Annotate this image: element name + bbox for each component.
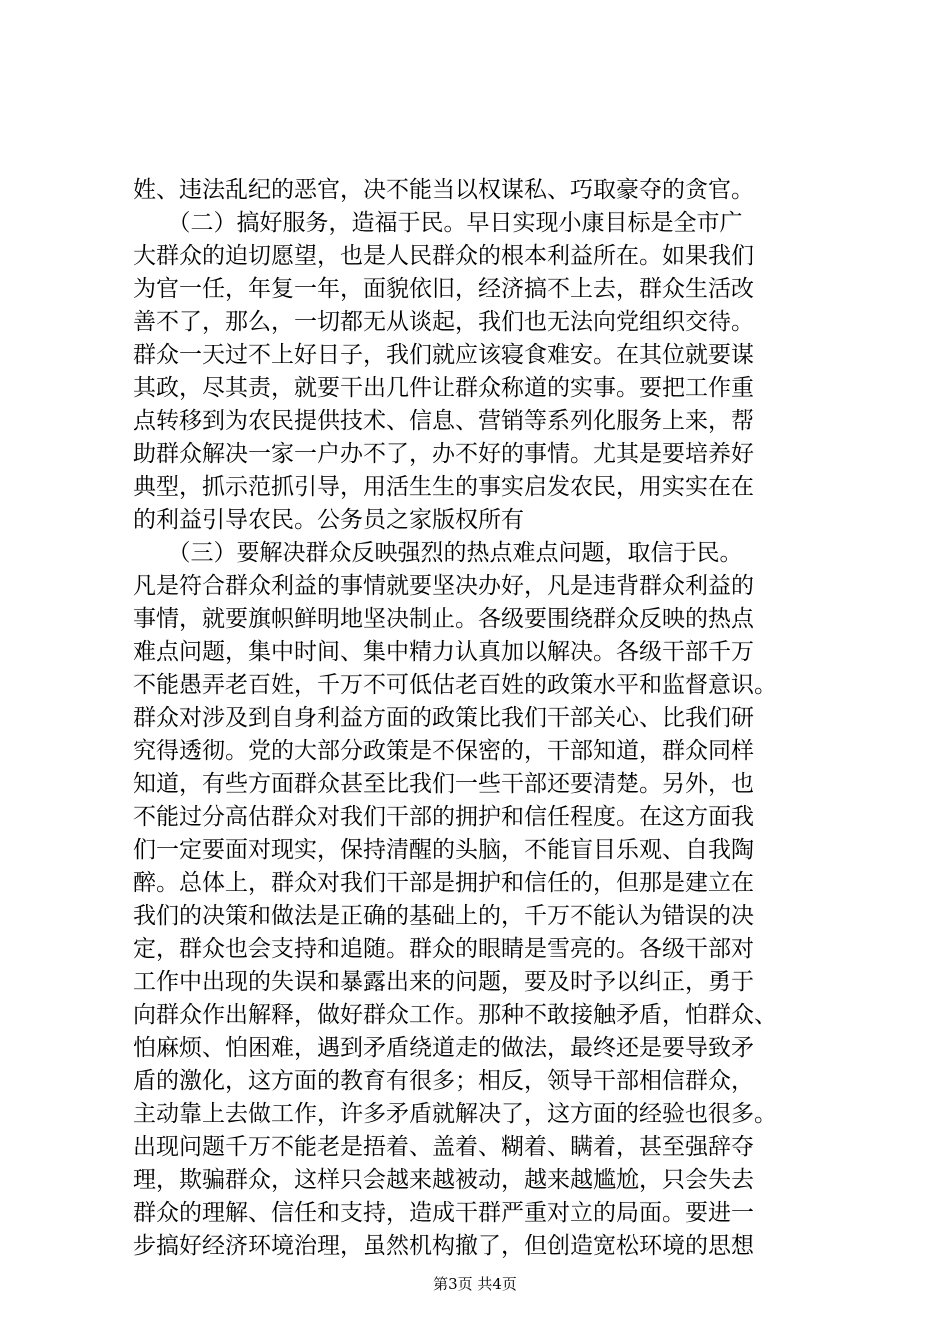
text-line: 群众对涉及到自身利益方面的政策比我们干部关心、比我们研 xyxy=(133,705,754,731)
text-line: 大群众的迫切愿望，也是人民群众的根本利益所在。如果我们 xyxy=(133,243,754,269)
text-line: 典型，抓示范抓引导，用活生生的事实启发农民，用实实在在 xyxy=(133,474,754,500)
page-footer: 第3页 共4页 xyxy=(433,1275,517,1293)
text-line: 善不了，那么，一切都无从谈起，我们也无法向党组织交待。 xyxy=(133,309,754,335)
text-line: 向群众作出解释，做好群众工作。那种不敢接触矛盾，怕群众、 xyxy=(133,1002,777,1028)
text-line: 不能过分高估群众对我们干部的拥护和信任程度。在这方面我 xyxy=(133,804,754,830)
text-line: 点转移到为农民提供技术、信息、营销等系列化服务上来，帮 xyxy=(133,408,754,434)
text-line: 的利益引导农民。公务员之家版权所有 xyxy=(133,507,524,533)
text-line: 群众一天过不上好日子，我们就应该寝食难安。在其位就要谋 xyxy=(133,342,754,368)
text-line: 们一定要面对现实，保持清醒的头脑，不能盲目乐观、自我陶 xyxy=(133,837,754,863)
text-line: 盾的激化，这方面的教育有很多；相反，领导干部相信群众， xyxy=(133,1068,754,1094)
text-line: 主动靠上去做工作，许多矛盾就解决了，这方面的经验也很多。 xyxy=(133,1101,777,1127)
text-line: 助群众解决一家一户办不了，办不好的事情。尤其是要培养好 xyxy=(133,441,754,467)
text-line: 工作中出现的失误和暴露出来的问题，要及时予以纠正，勇于 xyxy=(133,969,754,995)
text-line: 其政，尽其责，就要干出几件让群众称道的实事。要把工作重 xyxy=(133,375,754,401)
text-line: 我们的决策和做法是正确的基础上的，千万不能认为错误的决 xyxy=(133,903,754,929)
text-line: 不能愚弄老百姓，千万不可低估老百姓的政策水平和监督意识。 xyxy=(133,672,777,698)
text-line: 难点问题，集中时间、集中精力认真加以解决。各级干部千万 xyxy=(133,639,754,665)
document-body xyxy=(133,174,853,1263)
text-line: 知道，有些方面群众甚至比我们一些干部还要清楚。另外，也 xyxy=(133,771,754,797)
text-line: 究得透彻。党的大部分政策是不保密的，干部知道，群众同样 xyxy=(133,738,754,764)
text-line: 姓、违法乱纪的恶官，决不能当以权谋私、巧取豪夺的贪官。 xyxy=(133,177,754,203)
text-line: （三）要解决群众反映强烈的热点难点问题，取信于民。 xyxy=(133,540,743,566)
text-line: 出现问题千万不能老是捂着、盖着、糊着、瞒着，甚至强辞夺 xyxy=(133,1134,754,1160)
text-line: 怕麻烦、怕困难，遇到矛盾绕道走的做法，最终还是要导致矛 xyxy=(133,1035,754,1061)
text-line: 定，群众也会支持和追随。群众的眼睛是雪亮的。各级干部对 xyxy=(133,936,754,962)
text-line: 步搞好经济环境治理，虽然机构撤了，但创造宽松环境的思想 xyxy=(133,1233,754,1259)
text-line: 事情，就要旗帜鲜明地坚决制止。各级要围绕群众反映的热点 xyxy=(133,606,754,632)
text-line: 醉。总体上，群众对我们干部是拥护和信任的，但那是建立在 xyxy=(133,870,754,896)
text-line: 理，欺骗群众，这样只会越来越被动，越来越尴尬，只会失去 xyxy=(133,1167,754,1193)
text-line: （二）搞好服务，造福于民。早日实现小康目标是全市广 xyxy=(133,210,743,236)
text-line: 凡是符合群众利益的事情就要坚决办好，凡是违背群众利益的 xyxy=(133,573,754,599)
text-line: 为官一任，年复一年，面貌依旧，经济搞不上去，群众生活改 xyxy=(133,276,754,302)
text-line: 群众的理解、信任和支持，造成干群严重对立的局面。要进一 xyxy=(133,1200,754,1226)
